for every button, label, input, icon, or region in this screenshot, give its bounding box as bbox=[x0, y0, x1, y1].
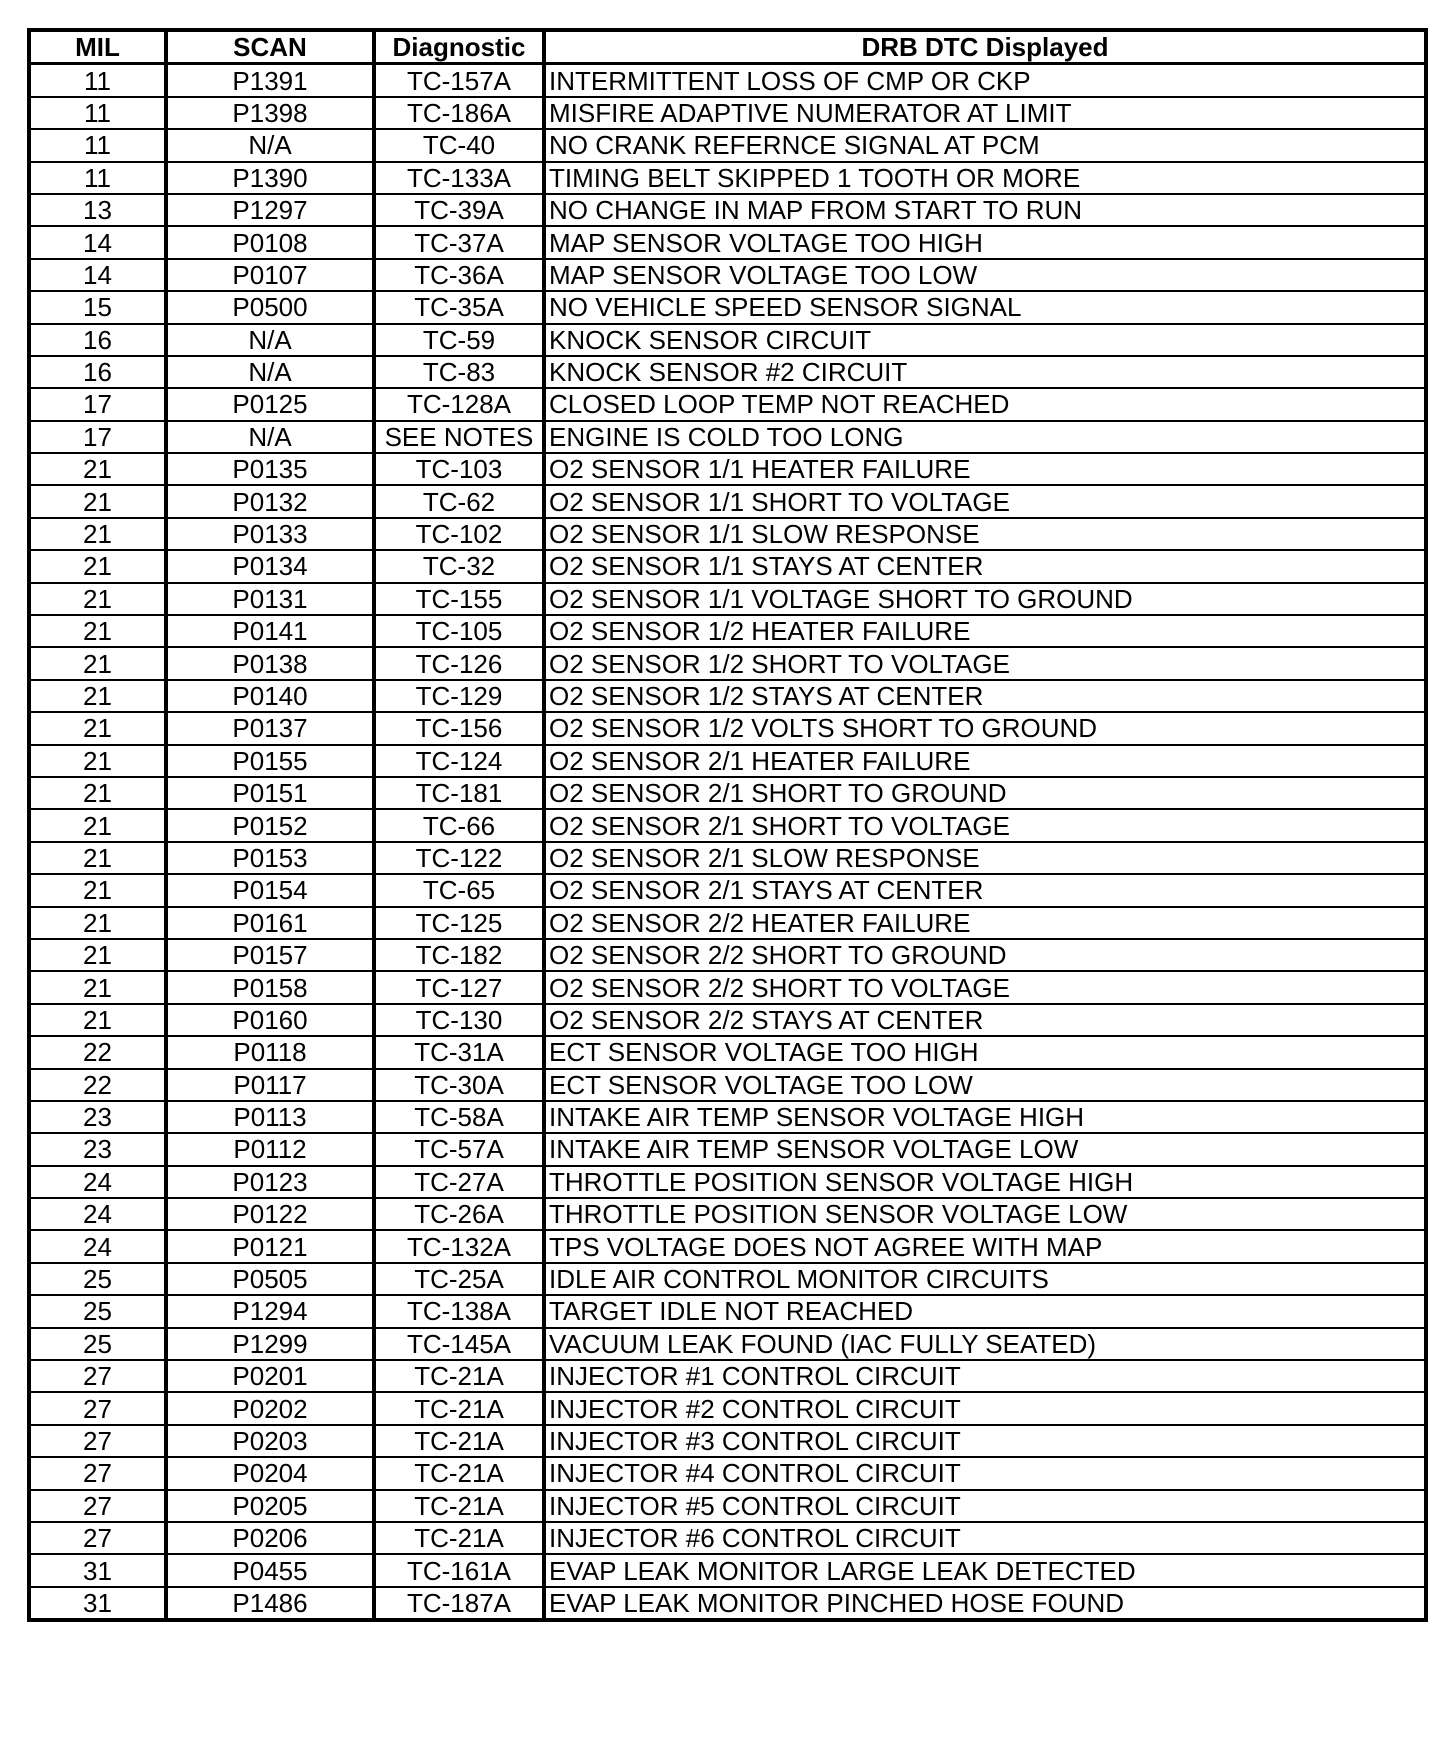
cell-mil: 23 bbox=[29, 1101, 166, 1133]
cell-scan-code: N/A bbox=[166, 421, 374, 453]
cell-scan-code: P0140 bbox=[166, 680, 374, 712]
table-row bbox=[29, 1166, 1426, 1198]
table-row bbox=[29, 745, 1426, 777]
cell-mil: 25 bbox=[29, 1328, 166, 1360]
cell-mil: 21 bbox=[29, 939, 166, 971]
cell-scan-code: N/A bbox=[166, 356, 374, 388]
column-header-description: DRB DTC Displayed bbox=[544, 30, 1426, 64]
table-row bbox=[29, 1133, 1426, 1165]
cell-mil: 24 bbox=[29, 1166, 166, 1198]
column-header-scan: SCAN bbox=[166, 30, 374, 64]
cell-diagnostic: TC-186A bbox=[374, 97, 544, 129]
table-row bbox=[29, 647, 1426, 679]
cell-scan-code: P0112 bbox=[166, 1133, 374, 1165]
cell-diagnostic: TC-122 bbox=[374, 842, 544, 874]
cell-scan-code: P1391 bbox=[166, 64, 374, 97]
cell-scan-code: P0135 bbox=[166, 453, 374, 485]
cell-scan-code: P0108 bbox=[166, 226, 374, 258]
cell-mil: 21 bbox=[29, 907, 166, 939]
cell-mil: 11 bbox=[29, 64, 166, 97]
cell-description: O2 SENSOR 2/1 SHORT TO VOLTAGE bbox=[544, 809, 1426, 841]
cell-diagnostic: TC-129 bbox=[374, 680, 544, 712]
cell-diagnostic: TC-57A bbox=[374, 1133, 544, 1165]
table-row bbox=[29, 842, 1426, 874]
table-row bbox=[29, 777, 1426, 809]
cell-description: NO CRANK REFERNCE SIGNAL AT PCM bbox=[544, 129, 1426, 161]
cell-scan-code: P0113 bbox=[166, 1101, 374, 1133]
cell-description: EVAP LEAK MONITOR PINCHED HOSE FOUND bbox=[544, 1587, 1426, 1620]
table-row bbox=[29, 939, 1426, 971]
cell-description: MISFIRE ADAPTIVE NUMERATOR AT LIMIT bbox=[544, 97, 1426, 129]
cell-mil: 21 bbox=[29, 647, 166, 679]
cell-description: O2 SENSOR 1/1 SLOW RESPONSE bbox=[544, 518, 1426, 550]
cell-scan-code: P0153 bbox=[166, 842, 374, 874]
cell-description: INJECTOR #4 CONTROL CIRCUIT bbox=[544, 1457, 1426, 1489]
cell-diagnostic: TC-30A bbox=[374, 1069, 544, 1101]
table-row bbox=[29, 874, 1426, 906]
cell-mil: 27 bbox=[29, 1457, 166, 1489]
cell-diagnostic: TC-145A bbox=[374, 1328, 544, 1360]
cell-description: O2 SENSOR 1/2 SHORT TO VOLTAGE bbox=[544, 647, 1426, 679]
cell-scan-code: P0160 bbox=[166, 1004, 374, 1036]
cell-mil: 27 bbox=[29, 1522, 166, 1554]
cell-mil: 21 bbox=[29, 777, 166, 809]
cell-description: MAP SENSOR VOLTAGE TOO HIGH bbox=[544, 226, 1426, 258]
cell-description: INJECTOR #6 CONTROL CIRCUIT bbox=[544, 1522, 1426, 1554]
cell-mil: 16 bbox=[29, 356, 166, 388]
cell-scan-code: N/A bbox=[166, 129, 374, 161]
cell-description: ENGINE IS COLD TOO LONG bbox=[544, 421, 1426, 453]
cell-scan-code: P0455 bbox=[166, 1554, 374, 1586]
cell-mil: 21 bbox=[29, 453, 166, 485]
table-row bbox=[29, 1425, 1426, 1457]
cell-scan-code: P1297 bbox=[166, 194, 374, 226]
cell-mil: 24 bbox=[29, 1230, 166, 1262]
cell-description: O2 SENSOR 1/1 SHORT TO VOLTAGE bbox=[544, 485, 1426, 517]
table-row bbox=[29, 1198, 1426, 1230]
cell-diagnostic: TC-37A bbox=[374, 226, 544, 258]
cell-scan-code: P1486 bbox=[166, 1587, 374, 1620]
cell-scan-code: P0121 bbox=[166, 1230, 374, 1262]
table-row bbox=[29, 1004, 1426, 1036]
cell-mil: 31 bbox=[29, 1554, 166, 1586]
cell-mil: 21 bbox=[29, 615, 166, 647]
table-row bbox=[29, 680, 1426, 712]
cell-diagnostic: TC-103 bbox=[374, 453, 544, 485]
cell-diagnostic: TC-125 bbox=[374, 907, 544, 939]
cell-diagnostic: TC-26A bbox=[374, 1198, 544, 1230]
cell-description: VACUUM LEAK FOUND (IAC FULLY SEATED) bbox=[544, 1328, 1426, 1360]
cell-mil: 21 bbox=[29, 550, 166, 582]
cell-description: O2 SENSOR 2/2 STAYS AT CENTER bbox=[544, 1004, 1426, 1036]
cell-description: INJECTOR #2 CONTROL CIRCUIT bbox=[544, 1392, 1426, 1424]
table-row bbox=[29, 226, 1426, 258]
cell-description: O2 SENSOR 2/2 SHORT TO GROUND bbox=[544, 939, 1426, 971]
cell-scan-code: P0158 bbox=[166, 971, 374, 1003]
cell-diagnostic: TC-83 bbox=[374, 356, 544, 388]
cell-diagnostic: TC-40 bbox=[374, 129, 544, 161]
cell-description: O2 SENSOR 1/2 VOLTS SHORT TO GROUND bbox=[544, 712, 1426, 744]
cell-scan-code: P1390 bbox=[166, 162, 374, 194]
cell-mil: 21 bbox=[29, 809, 166, 841]
cell-mil: 22 bbox=[29, 1069, 166, 1101]
cell-scan-code: P0203 bbox=[166, 1425, 374, 1457]
cell-diagnostic: TC-132A bbox=[374, 1230, 544, 1262]
table-row bbox=[29, 291, 1426, 323]
cell-scan-code: P0157 bbox=[166, 939, 374, 971]
cell-diagnostic: TC-157A bbox=[374, 64, 544, 97]
cell-description: THROTTLE POSITION SENSOR VOLTAGE LOW bbox=[544, 1198, 1426, 1230]
cell-mil: 11 bbox=[29, 162, 166, 194]
cell-diagnostic: TC-35A bbox=[374, 291, 544, 323]
cell-description: INJECTOR #5 CONTROL CIRCUIT bbox=[544, 1490, 1426, 1522]
cell-scan-code: P0107 bbox=[166, 259, 374, 291]
cell-diagnostic: TC-62 bbox=[374, 485, 544, 517]
cell-scan-code: P1299 bbox=[166, 1328, 374, 1360]
table-row bbox=[29, 485, 1426, 517]
cell-scan-code: P0132 bbox=[166, 485, 374, 517]
cell-mil: 22 bbox=[29, 1036, 166, 1068]
cell-scan-code: P0122 bbox=[166, 1198, 374, 1230]
cell-diagnostic: TC-138A bbox=[374, 1295, 544, 1327]
cell-mil: 21 bbox=[29, 485, 166, 517]
cell-diagnostic: TC-21A bbox=[374, 1425, 544, 1457]
table-row bbox=[29, 550, 1426, 582]
cell-diagnostic: TC-156 bbox=[374, 712, 544, 744]
cell-diagnostic: SEE NOTES bbox=[374, 421, 544, 453]
table-row bbox=[29, 324, 1426, 356]
cell-description: MAP SENSOR VOLTAGE TOO LOW bbox=[544, 259, 1426, 291]
cell-diagnostic: TC-102 bbox=[374, 518, 544, 550]
table-row bbox=[29, 64, 1426, 97]
cell-diagnostic: TC-182 bbox=[374, 939, 544, 971]
cell-description: TARGET IDLE NOT REACHED bbox=[544, 1295, 1426, 1327]
table-row bbox=[29, 1295, 1426, 1327]
cell-mil: 31 bbox=[29, 1587, 166, 1620]
cell-description: NO CHANGE IN MAP FROM START TO RUN bbox=[544, 194, 1426, 226]
cell-diagnostic: TC-187A bbox=[374, 1587, 544, 1620]
table-row bbox=[29, 907, 1426, 939]
cell-diagnostic: TC-31A bbox=[374, 1036, 544, 1068]
table-row bbox=[29, 971, 1426, 1003]
cell-scan-code: P0125 bbox=[166, 388, 374, 420]
cell-description: INJECTOR #1 CONTROL CIRCUIT bbox=[544, 1360, 1426, 1392]
table-row bbox=[29, 129, 1426, 161]
cell-diagnostic: TC-27A bbox=[374, 1166, 544, 1198]
cell-scan-code: P0131 bbox=[166, 583, 374, 615]
table-row bbox=[29, 1069, 1426, 1101]
cell-diagnostic: TC-21A bbox=[374, 1490, 544, 1522]
cell-scan-code: P0500 bbox=[166, 291, 374, 323]
cell-description: INTERMITTENT LOSS OF CMP OR CKP bbox=[544, 64, 1426, 97]
cell-scan-code: P0202 bbox=[166, 1392, 374, 1424]
table-row bbox=[29, 1360, 1426, 1392]
cell-description: O2 SENSOR 2/1 HEATER FAILURE bbox=[544, 745, 1426, 777]
cell-scan-code: P0505 bbox=[166, 1263, 374, 1295]
cell-mil: 21 bbox=[29, 583, 166, 615]
cell-diagnostic: TC-65 bbox=[374, 874, 544, 906]
cell-diagnostic: TC-181 bbox=[374, 777, 544, 809]
table-body bbox=[29, 64, 1426, 1620]
cell-diagnostic: TC-161A bbox=[374, 1554, 544, 1586]
cell-diagnostic: TC-21A bbox=[374, 1522, 544, 1554]
table-row bbox=[29, 194, 1426, 226]
table-row bbox=[29, 1457, 1426, 1489]
header-row bbox=[29, 30, 1426, 64]
cell-diagnostic: TC-21A bbox=[374, 1360, 544, 1392]
cell-mil: 27 bbox=[29, 1392, 166, 1424]
cell-scan-code: P0204 bbox=[166, 1457, 374, 1489]
table-row bbox=[29, 1036, 1426, 1068]
cell-mil: 21 bbox=[29, 971, 166, 1003]
cell-description: KNOCK SENSOR #2 CIRCUIT bbox=[544, 356, 1426, 388]
cell-description: O2 SENSOR 2/1 SHORT TO GROUND bbox=[544, 777, 1426, 809]
cell-mil: 27 bbox=[29, 1360, 166, 1392]
cell-description: ECT SENSOR VOLTAGE TOO HIGH bbox=[544, 1036, 1426, 1068]
table-row bbox=[29, 453, 1426, 485]
table-row bbox=[29, 1522, 1426, 1554]
cell-mil: 16 bbox=[29, 324, 166, 356]
cell-mil: 21 bbox=[29, 874, 166, 906]
table-row bbox=[29, 1490, 1426, 1522]
table-row bbox=[29, 615, 1426, 647]
cell-description: O2 SENSOR 2/1 STAYS AT CENTER bbox=[544, 874, 1426, 906]
cell-diagnostic: TC-124 bbox=[374, 745, 544, 777]
cell-description: INTAKE AIR TEMP SENSOR VOLTAGE LOW bbox=[544, 1133, 1426, 1165]
cell-mil: 13 bbox=[29, 194, 166, 226]
cell-diagnostic: TC-25A bbox=[374, 1263, 544, 1295]
cell-description: KNOCK SENSOR CIRCUIT bbox=[544, 324, 1426, 356]
table-row bbox=[29, 1230, 1426, 1262]
cell-scan-code: P0137 bbox=[166, 712, 374, 744]
table-row bbox=[29, 1392, 1426, 1424]
cell-diagnostic: TC-36A bbox=[374, 259, 544, 291]
cell-scan-code: P0155 bbox=[166, 745, 374, 777]
cell-scan-code: P0118 bbox=[166, 1036, 374, 1068]
cell-description: O2 SENSOR 1/1 STAYS AT CENTER bbox=[544, 550, 1426, 582]
cell-description: O2 SENSOR 1/1 HEATER FAILURE bbox=[544, 453, 1426, 485]
cell-mil: 11 bbox=[29, 97, 166, 129]
cell-scan-code: P0154 bbox=[166, 874, 374, 906]
cell-description: EVAP LEAK MONITOR LARGE LEAK DETECTED bbox=[544, 1554, 1426, 1586]
cell-diagnostic: TC-133A bbox=[374, 162, 544, 194]
table-row bbox=[29, 388, 1426, 420]
cell-mil: 27 bbox=[29, 1425, 166, 1457]
cell-diagnostic: TC-155 bbox=[374, 583, 544, 615]
cell-mil: 14 bbox=[29, 226, 166, 258]
table-row bbox=[29, 1554, 1426, 1586]
cell-scan-code: P0151 bbox=[166, 777, 374, 809]
cell-diagnostic: TC-127 bbox=[374, 971, 544, 1003]
cell-mil: 21 bbox=[29, 680, 166, 712]
cell-scan-code: P1398 bbox=[166, 97, 374, 129]
cell-diagnostic: TC-59 bbox=[374, 324, 544, 356]
cell-description: O2 SENSOR 2/2 HEATER FAILURE bbox=[544, 907, 1426, 939]
cell-scan-code: P0161 bbox=[166, 907, 374, 939]
table-row bbox=[29, 259, 1426, 291]
table-header bbox=[29, 30, 1426, 64]
cell-mil: 25 bbox=[29, 1263, 166, 1295]
table-row bbox=[29, 1587, 1426, 1620]
table-row bbox=[29, 97, 1426, 129]
column-header-diagnostic: Diagnostic bbox=[374, 30, 544, 64]
cell-mil: 14 bbox=[29, 259, 166, 291]
cell-mil: 23 bbox=[29, 1133, 166, 1165]
cell-description: O2 SENSOR 2/1 SLOW RESPONSE bbox=[544, 842, 1426, 874]
cell-mil: 27 bbox=[29, 1490, 166, 1522]
cell-diagnostic: TC-21A bbox=[374, 1392, 544, 1424]
cell-mil: 21 bbox=[29, 842, 166, 874]
cell-diagnostic: TC-21A bbox=[374, 1457, 544, 1489]
cell-description: TIMING BELT SKIPPED 1 TOOTH OR MORE bbox=[544, 162, 1426, 194]
table-row bbox=[29, 421, 1426, 453]
cell-description: O2 SENSOR 2/2 SHORT TO VOLTAGE bbox=[544, 971, 1426, 1003]
cell-diagnostic: TC-39A bbox=[374, 194, 544, 226]
cell-scan-code: P0133 bbox=[166, 518, 374, 550]
cell-diagnostic: TC-105 bbox=[374, 615, 544, 647]
cell-scan-code: P0205 bbox=[166, 1490, 374, 1522]
table-row bbox=[29, 356, 1426, 388]
cell-mil: 24 bbox=[29, 1198, 166, 1230]
table-row bbox=[29, 809, 1426, 841]
cell-mil: 21 bbox=[29, 1004, 166, 1036]
table-row bbox=[29, 1263, 1426, 1295]
cell-description: O2 SENSOR 1/1 VOLTAGE SHORT TO GROUND bbox=[544, 583, 1426, 615]
cell-description: TPS VOLTAGE DOES NOT AGREE WITH MAP bbox=[544, 1230, 1426, 1262]
cell-description: O2 SENSOR 1/2 HEATER FAILURE bbox=[544, 615, 1426, 647]
cell-scan-code: P0117 bbox=[166, 1069, 374, 1101]
cell-scan-code: P0123 bbox=[166, 1166, 374, 1198]
cell-description: CLOSED LOOP TEMP NOT REACHED bbox=[544, 388, 1426, 420]
table-row bbox=[29, 583, 1426, 615]
cell-description: ECT SENSOR VOLTAGE TOO LOW bbox=[544, 1069, 1426, 1101]
cell-mil: 15 bbox=[29, 291, 166, 323]
cell-description: IDLE AIR CONTROL MONITOR CIRCUITS bbox=[544, 1263, 1426, 1295]
cell-mil: 21 bbox=[29, 712, 166, 744]
cell-diagnostic: TC-130 bbox=[374, 1004, 544, 1036]
cell-scan-code: P0201 bbox=[166, 1360, 374, 1392]
column-header-mil: MIL bbox=[29, 30, 166, 64]
cell-diagnostic: TC-32 bbox=[374, 550, 544, 582]
cell-scan-code: P0138 bbox=[166, 647, 374, 679]
cell-mil: 21 bbox=[29, 518, 166, 550]
cell-mil: 25 bbox=[29, 1295, 166, 1327]
table-row bbox=[29, 1328, 1426, 1360]
cell-diagnostic: TC-126 bbox=[374, 647, 544, 679]
table-row bbox=[29, 712, 1426, 744]
table-row bbox=[29, 518, 1426, 550]
dtc-table bbox=[27, 28, 1428, 1622]
cell-scan-code: P0141 bbox=[166, 615, 374, 647]
cell-mil: 17 bbox=[29, 388, 166, 420]
cell-scan-code: N/A bbox=[166, 324, 374, 356]
cell-mil: 17 bbox=[29, 421, 166, 453]
cell-description: O2 SENSOR 1/2 STAYS AT CENTER bbox=[544, 680, 1426, 712]
cell-scan-code: P0152 bbox=[166, 809, 374, 841]
cell-description: THROTTLE POSITION SENSOR VOLTAGE HIGH bbox=[544, 1166, 1426, 1198]
cell-scan-code: P1294 bbox=[166, 1295, 374, 1327]
cell-mil: 21 bbox=[29, 745, 166, 777]
cell-description: INTAKE AIR TEMP SENSOR VOLTAGE HIGH bbox=[544, 1101, 1426, 1133]
table-row bbox=[29, 1101, 1426, 1133]
cell-diagnostic: TC-128A bbox=[374, 388, 544, 420]
cell-scan-code: P0206 bbox=[166, 1522, 374, 1554]
cell-description: NO VEHICLE SPEED SENSOR SIGNAL bbox=[544, 291, 1426, 323]
cell-description: INJECTOR #3 CONTROL CIRCUIT bbox=[544, 1425, 1426, 1457]
cell-diagnostic: TC-66 bbox=[374, 809, 544, 841]
cell-mil: 11 bbox=[29, 129, 166, 161]
cell-diagnostic: TC-58A bbox=[374, 1101, 544, 1133]
cell-scan-code: P0134 bbox=[166, 550, 374, 582]
table-row bbox=[29, 162, 1426, 194]
